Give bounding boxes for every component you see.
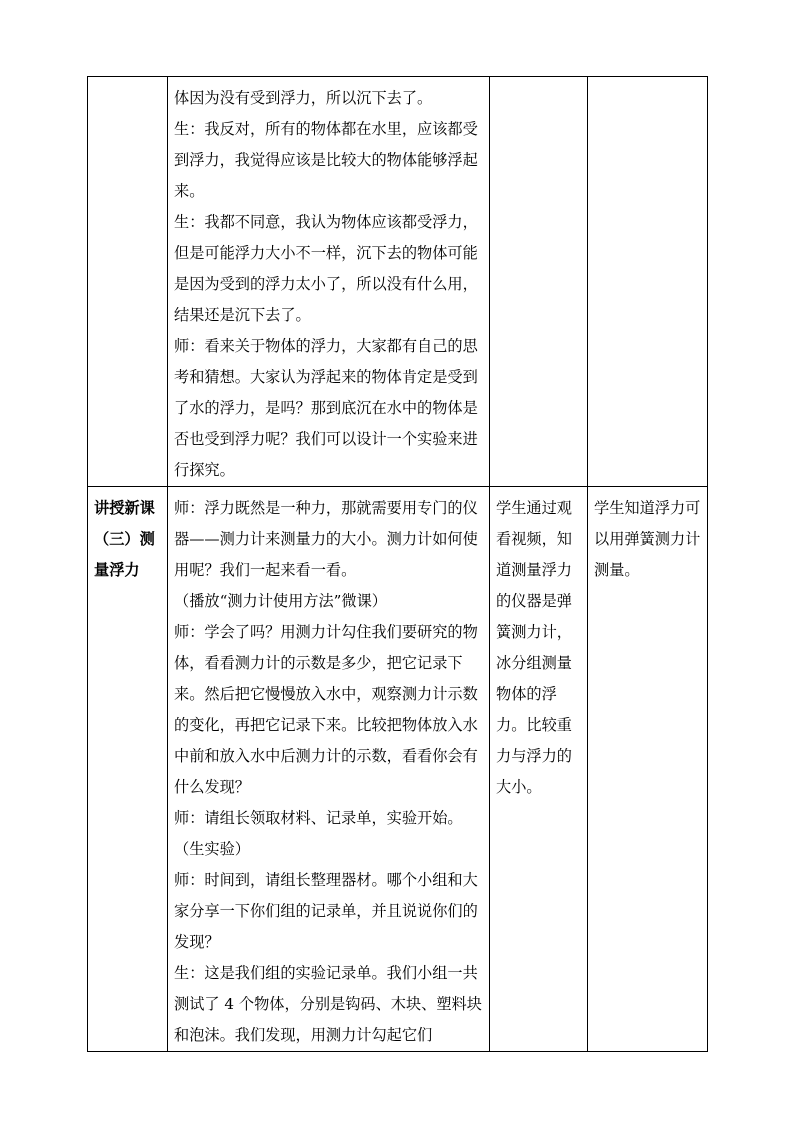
table-row [88, 487, 708, 1052]
activity-paragraph: 生：我都不同意，我认为物体应该都受浮力，但是可能浮力大小不一样，沉下去的物体可能是因为受到的浮力太小了，所以没有什么用，结果还是沉下去了。 [174, 213, 478, 324]
activity-paragraph: 生：这是我们组的实验记录单。我们小组一共测试了 4 个物体，分别是钩码、木块、塑料块和泡沫。我们发现，用测力计勾起它们 [174, 964, 482, 1044]
activity-cell [168, 77, 490, 487]
activity-paragraph: 师：浮力既然是一种力，那就需要用专门的仪器——测力计来测量力的大小。测力计如何使用呢？我们一起来看一看。 [174, 499, 478, 579]
design-intent-cell: 学生知道浮力可以用弹簧测力计测量。 [588, 487, 708, 1052]
student-activity-cell [490, 77, 588, 487]
activity-paragraph: 师：学会了吗？用测力计勾住我们要研究的物体，看看测力计的示数是多少，把它记录下来。然后把它慢慢放入水中，观察测力计示数的变化，再把它记录下来。比较把物体放入水中前和放入水中后测力计的示数，看看你会有什么发现？ [174, 623, 478, 796]
activity-paragraph: （生实验） [174, 840, 250, 858]
activity-paragraph: 体因为没有受到浮力，所以沉下去了。 [174, 89, 433, 107]
stage-cell [88, 77, 168, 487]
stage-cell: 讲授新课（三）测量浮力 [88, 487, 168, 1052]
design-intent-cell [588, 77, 708, 487]
activity-paragraph: 师：时间到，请组长整理器材。哪个小组和大家分享一下你们组的记录单，并且说说你们的发现？ [174, 871, 478, 951]
lesson-plan-table [87, 76, 708, 1052]
activity-paragraph: 师：看来关于物体的浮力，大家都有自己的思考和猜想。大家认为浮起来的物体肯定是受到了水的浮力，是吗？那到底沉在水中的物体是否也受到浮力呢？我们可以设计一个实验来进行探究。 [174, 337, 478, 479]
activity-cell [168, 487, 490, 1052]
activity-paragraph: 生：我反对，所有的物体都在水里，应该都受到浮力，我觉得应该是比较大的物体能够浮起来。 [174, 120, 478, 200]
table-row [88, 77, 708, 487]
activity-paragraph: 师：请组长领取材料、记录单，实验开始。 [174, 809, 463, 827]
student-activity-cell: 学生通过观看视频，知道测量浮力的仪器是弹簧测力计，冰分组测量物体的浮力。比较重力与浮力的大小。 [490, 487, 588, 1052]
activity-paragraph: （播放“测力计使用方法”微课） [174, 592, 387, 610]
